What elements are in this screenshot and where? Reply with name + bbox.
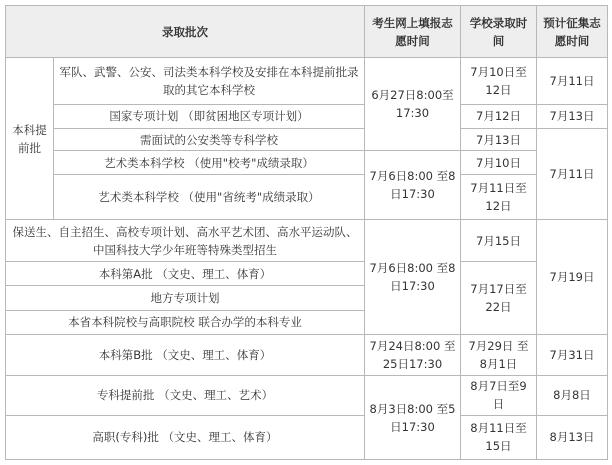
batch-cell: 需面试的公安类等专科学校 (54, 129, 365, 151)
supplement-cell: 8月13日 (537, 415, 608, 459)
batch-cell: 国家专项计划 （即贫困地区专项计划） (54, 104, 365, 128)
batch-cell: 本科第B批 （文史、理工、体育） (6, 334, 365, 375)
supplement-cell: 7月31日 (537, 334, 608, 375)
table-row (6, 104, 608, 128)
admit-time-cell: 7月17日至22日 (461, 262, 537, 335)
supplement-cell: 7月11日 (537, 58, 608, 104)
table-row (6, 219, 608, 261)
batch-cell: 高职(专科)批 （文史、理工、体育） (6, 415, 365, 459)
table-row (6, 376, 608, 415)
fill-time-cell: 7月6日8:00 至8日17:30 (365, 151, 461, 220)
header-admit-time: 学校录取时间 (461, 6, 537, 58)
batch-cell: 艺术类本科学校 （使用"省统考"成绩录取） (54, 175, 365, 219)
table-row (6, 151, 608, 175)
table-row (6, 58, 608, 104)
table-header-row (6, 6, 608, 58)
supplement-cell: 8月8日 (537, 376, 608, 415)
header-supplement: 预计征集志愿时间 (537, 6, 608, 58)
admit-time-cell: 7月15日 (461, 219, 537, 261)
fill-time-cell: 6月27日8:00至17:30 (365, 58, 461, 151)
table-row (6, 262, 608, 286)
fill-time-cell: 8月3日8:00 至5日17:30 (365, 376, 461, 460)
batch-cell: 保送生、自主招生、高校专项计划、高水平艺术团、高水平运动队、中国科技大学少年班等特殊类型招生 (6, 219, 365, 261)
admit-time-cell: 7月10日 (461, 151, 537, 175)
admit-time-cell: 7月11日至12日 (461, 175, 537, 219)
group-label-undergrad-early: 本科提前批 (6, 58, 54, 219)
table-row (6, 129, 608, 151)
admission-schedule-table (5, 5, 608, 460)
fill-time-cell: 7月6日8:00 至8日17:30 (365, 219, 461, 334)
admit-time-cell: 7月10日至12日 (461, 58, 537, 104)
admit-time-cell: 7月12日 (461, 104, 537, 128)
supplement-cell: 7月13日 (537, 104, 608, 128)
table-row (6, 334, 608, 375)
supplement-cell: 7月19日 (537, 219, 608, 334)
admit-time-cell: 7月29日 至8月1日 (461, 334, 537, 375)
batch-cell: 军队、武警、公安、司法类本科学校及安排在本科提前批录取的其它本科学校 (54, 58, 365, 104)
table-row (6, 175, 608, 219)
admit-time-cell: 8月7日至9日 (461, 376, 537, 415)
batch-cell: 本省本科院校与高职院校 联合办学的本科专业 (6, 310, 365, 334)
supplement-cell: 7月11日 (537, 129, 608, 220)
admit-time-cell: 8月11日至15日 (461, 415, 537, 459)
admit-time-cell: 7月13日 (461, 129, 537, 151)
batch-cell: 艺术类本科学校 （使用"校考"成绩录取） (54, 151, 365, 175)
batch-cell: 专科提前批 （文史、理工、艺术） (6, 376, 365, 415)
table-row (6, 415, 608, 459)
batch-cell: 地方专项计划 (6, 286, 365, 310)
batch-cell: 本科第A批 （文史、理工、体育） (6, 262, 365, 286)
header-fill-time: 考生网上填报志愿时间 (365, 6, 461, 58)
header-batch: 录取批次 (6, 6, 365, 58)
fill-time-cell: 7月24日8:00 至25日17:30 (365, 334, 461, 375)
